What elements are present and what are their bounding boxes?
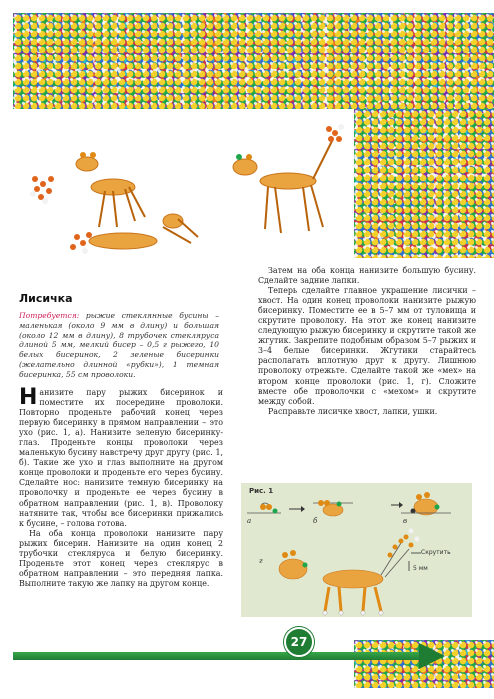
figure-label: Рис. 1	[249, 487, 274, 495]
paragraph-1	[19, 385, 223, 529]
beads-banner-right	[354, 109, 494, 258]
page-title: Лисичка	[19, 292, 73, 305]
figure-twist-label: Скрутить	[421, 549, 451, 556]
materials-list	[19, 311, 219, 379]
paragraph-4: Теперь сделайте главное украшение лисички – хвост. На один конец проволоки нанизите рыжую бисеринку. Поместите ее в 5–7 мм от туловища и скрутите проволоку. На этот же конец нанизите следующую рыжую бисеринку и скрутите такой же жгутик. Закрепите подобным образом 5–7 рыжих и 3–4 белые бисеринки. Жгутики старайтесь располагать вплотную друг к другу. Лишнюю проволоку отрежьте. Сделайте такой же «мех» на втором конце проволоки (рис. 1, г). Сложите вместе обе проволочки с «мехом» и скрутите между собой.	[258, 286, 476, 406]
figure-length-label: 5 мм	[413, 565, 428, 572]
figure-step-a: а	[247, 517, 252, 525]
paragraph-3: Затем на оба конца нанизите большую бусину. Сделайте задние лапки.	[258, 266, 476, 286]
figure-step-v: в	[403, 517, 408, 525]
beads-banner-top	[13, 13, 494, 109]
materials-text: рыжие стеклянные бусины – маленькая (около 9 мм в длину) и большая (около 12 мм в длину), 8 трубочек стекляруса длиной 5 мм, мелкий бисер – 0,5 г рыжего, 10 белых бисеринок, 2 зеленые бисеринки (желательно длинной «рубки»), 1 темная бисеринка, 55 см проволоки.	[19, 311, 219, 379]
left-column	[19, 385, 223, 589]
right-column	[258, 266, 476, 417]
materials-label: Потребуется:	[19, 311, 80, 320]
figure-step-g: г	[259, 557, 263, 565]
footer-arrow-icon	[419, 643, 445, 669]
paragraph-5: Расправьте лисичке хвост, лапки, ушки.	[268, 406, 438, 416]
footer-bar	[13, 652, 419, 660]
dropcap: Н	[19, 385, 38, 410]
figure-1	[241, 483, 472, 617]
fox-photo	[13, 109, 354, 258]
figure-step-b: б	[313, 517, 318, 525]
paragraph-1-text: анизите пару рыжих бисеринок и поместите их посередине проволоки. Повторно проденьте рабочий конец через первую бисеринку в прямом направлении – это ухо (рис. 1, а). Нанизите зеленую бисеринку-глаз. Проденьте концы проволоки через маленькую бусину навстречу друг другу (рис. 1, б). Такие же ухо и глаз выполните на другом конце проволоки и проденьте его через бусину. Сделайте нос: нанизите темную бисеринку на проволочку и проденьте ее через бусину в обратном направлении (рис. 1, в). Проволоку натяните так, чтобы все бисеринки прижались к бусине, – голова готова.	[19, 388, 223, 528]
page-number: 27	[284, 627, 314, 657]
paragraph-2: На оба конца проволоки нанизите пару рыжих бисерин. Нанизите на один конец 2 трубочки стекляруса и белую бисеринку. Проденьте этот конец через стеклярус в обратном направлении – это передняя лапка. Выполните такую же лапку на другом конце.	[19, 528, 223, 588]
